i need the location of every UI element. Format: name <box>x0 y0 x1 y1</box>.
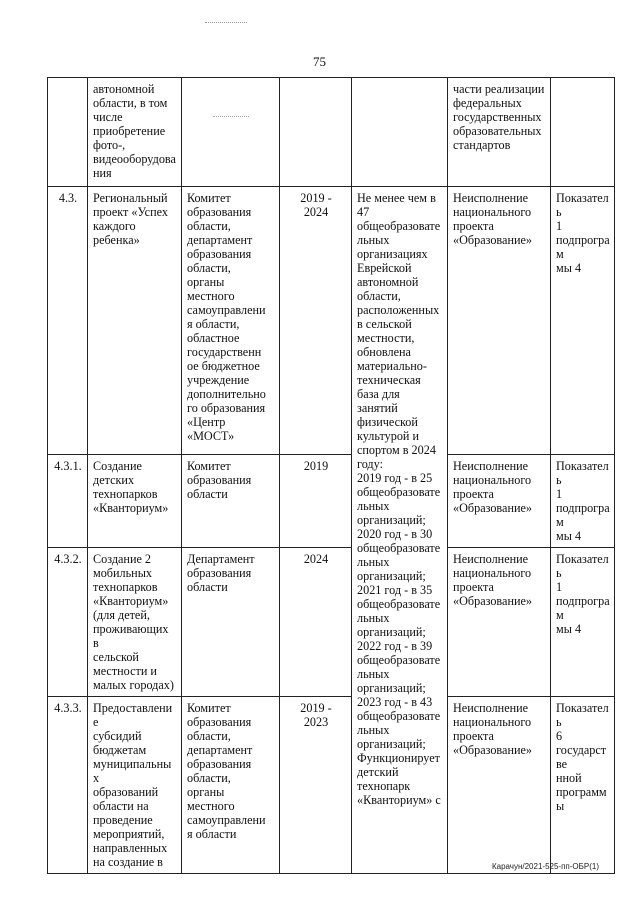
cell-result <box>352 78 448 187</box>
cell-consequence: Неисполнение национального проекта «Образование» <box>448 697 551 874</box>
scan-artifact <box>213 116 249 118</box>
cell-num: 4.3.1. <box>48 455 88 548</box>
cell-num: 4.3.3. <box>48 697 88 874</box>
table-row <box>48 187 615 455</box>
scan-artifact <box>205 22 247 24</box>
cell-term: 2019 - 2024 <box>280 187 352 455</box>
table-row <box>48 697 615 874</box>
cell-num: 4.3. <box>48 187 88 455</box>
cell-term: 2019 <box>280 455 352 548</box>
cell-name: Региональный проект «Успех каждого ребенка» <box>88 187 182 455</box>
cell-term: 2024 <box>280 548 352 697</box>
cell-term: 2019 - 2023 <box>280 697 352 874</box>
table-row <box>48 548 615 697</box>
cell-executor: Комитет образования области, департамент образования области, органы местного самоуправлени я области <box>182 697 280 874</box>
table-row <box>48 78 615 187</box>
cell-name: Создание 2 мобильных технопарков «Кванториум» (для детей, проживающих в сельской местности и малых городах) <box>88 548 182 697</box>
cell-indicator: Показатель 6 государстве нной программы <box>551 697 615 874</box>
table-row <box>48 455 615 548</box>
cell-consequence: Неисполнение национального проекта «Образование» <box>448 187 551 455</box>
cell-name: Предоставление субсидий бюджетам муниципальных образований области на проведение мероприятий, направленных на создание в <box>88 697 182 874</box>
cell-result-merged: Не менее чем в 47 общеобразовате льных организациях Еврейской автономной области, расположенных в сельской местности, обновлена материально- техническая база для занятий физической культурой и спортом в 2024 году: 2019 год - в 25 общеобразовате льных организаций; 2020 год - в 30 общеобразовате льных организаций; 2021 год - в 35 общеобразовате льных организаций; 2022 год - в 39 общеобразовате льных организаций; 2023 год - в 43 общеобразовате льных организаций; Функционирует детский технопарк «Кванториум» с <box>352 187 448 874</box>
cell-num <box>48 78 88 187</box>
cell-executor: Комитет образования области <box>182 455 280 548</box>
cell-num: 4.3.2. <box>48 548 88 697</box>
cell-name: Создание детских технопарков «Кванториум» <box>88 455 182 548</box>
cell-executor <box>182 78 280 187</box>
cell-consequence: Неисполнение национального проекта «Образование» <box>448 455 551 548</box>
page-number: 75 <box>313 54 326 69</box>
document-footer-code: Карачун/2021-525-пп-ОБР(1) <box>491 862 599 871</box>
cell-term <box>280 78 352 187</box>
cell-executor: Комитет образования области, департамент образования области, органы местного самоуправлени я области, областное государственн ое бюджетное учреждение дополнительно го образования «Центр «МОСТ» <box>182 187 280 455</box>
cell-consequence: Неисполнение национального проекта «Образование» <box>448 548 551 697</box>
cell-indicator: Показатель 1 подпрограм мы 4 <box>551 455 615 548</box>
program-table <box>47 77 615 874</box>
cell-indicator: Показатель 1 подпрограм мы 4 <box>551 548 615 697</box>
cell-consequence: части реализации федеральных государственных образовательных стандартов <box>448 78 551 187</box>
cell-name: автономной области, в том числе приобретение фото-, видеооборудова ния <box>88 78 182 187</box>
cell-executor: Департамент образования области <box>182 548 280 697</box>
cell-indicator: Показатель 1 подпрограм мы 4 <box>551 187 615 455</box>
cell-indicator <box>551 78 615 187</box>
